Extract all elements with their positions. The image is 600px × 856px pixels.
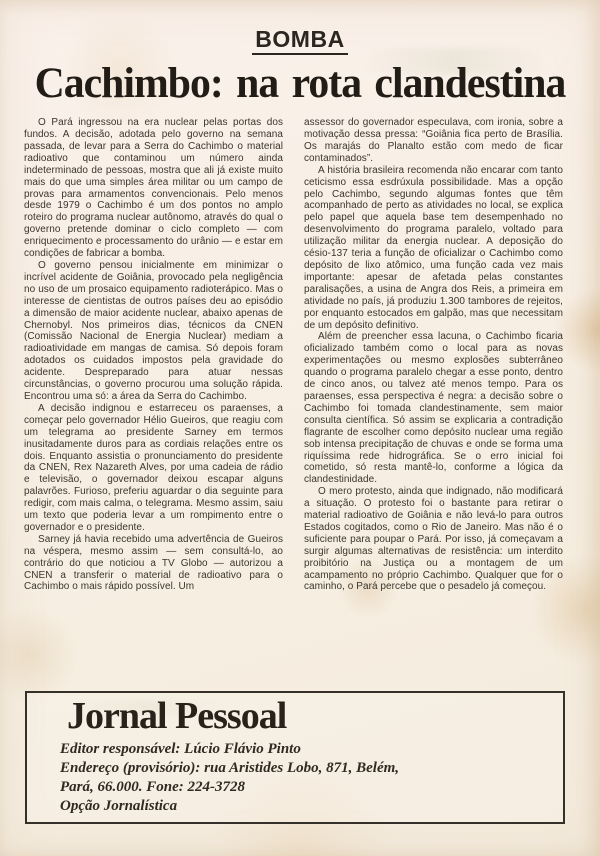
article-paragraph: O mero protesto, ainda que indignado, não modificará a situação. O protesto foi o bastante para retirar o material radioativo de Goiânia e não levá-lo para outros Estados cogitados, como o Rio de Janeiro. Mas não é o suficiente para poupar o Pará. Por isso, já começavam a surgir algumas alternativas de resistência: um interdito proibitório na Justiça ou a montagem de um acampamento no próprio Cachimbo. Qualquer que for o caminho, o Pará percebe que o pesadelo já começou. [304,486,563,593]
article-body [0,105,600,593]
kicker-container [0,0,600,55]
article-paragraph: Sarney já havia recebido uma advertência de Gueiros na véspera, mesmo assim — sem consultá-lo, ao contrário do que noticiou a TV Globo — autorizou a CNEN a transferir o material de radioativo para o Cachimbo o mais rápido possível. Um [24,533,283,593]
article-paragraph: Além de preencher essa lacuna, o Cachimbo ficaria oficializado também como o local para as novas experimentações ou mesmo explosões subterrâneo quando o programa paralelo chegar a esse ponto, dentro de cinco anos, ou talvez até menos tempo. Para os paraenses, essa perspectiva é negra: a decisão sobre o Cachimbo foi tomada clandestinamente, sem maior consulta científica. Só assim se explicaria a contradição flagrante de escolher como depósito nuclear uma região sob intensa precipitação de chuvas e onde se forma uma riquíssima rede hidrográfica. Se o erro inicial foi cometido, só resta mantê-lo, conforme a lógica da clandestinidade. [304,331,563,486]
left-column [24,117,283,593]
masthead-info [60,740,563,816]
masthead-box [25,691,565,824]
article-paragraph: O governo pensou inicialmente em minimizar o incrível acidente de Goiânia, provocado pela negligência no uso de um prosaico equipamento radioterápico. Mas o interesse de cientistas de outros países deu ao episódio a dimensão de maior acidente nuclear, abaixo apenas de Chernobyl. Nos primeiros dias, técnicos da CNEN (Comissão Nacional de Energia Nuclear) mediam a radioatividade em mangas de camisa. Só depois foram adotados os cuidados impostos pela gravidade do acidente. Despreparado para atuar nessas circunstâncias, o governo procurou uma solução rápida. Encontrou uma só: a área da Serra do Cachimbo. [24,260,283,402]
masthead-info-line: Opção Jornalística [60,797,178,814]
right-column [304,117,563,593]
masthead-info-line: Pará, 66.000. Fone: 224-3728 [60,778,245,795]
article-paragraph: A decisão indignou e estarreceu os paraenses, a começar pelo governador Hélio Gueiros, que reagiu com um telegrama ao presidente Sarney em termos inusitadamente duros para as cordiais relações entre os dois. Enquanto assistia o pronunciamento do presidente da CNEN, Rex Nazareth Alves, por uma cadeia de rádio e televisão, o governador deixou escapar alguns palavrões. Furioso, preferiu aguardar o dia seguinte para redigir, com mais calma, o telegrama. Mesmo assim, saiu um texto que poderia levar a um rompimento entre o governador e o presidente. [24,402,283,533]
article-paragraph: O Pará ingressou na era nuclear pelas portas dos fundos. A decisão, adotada pelo governo na semana passada, de levar para a Serra do Cachimbo o material radioativo que contaminou um número ainda indeterminado de pessoas, mostra que ali já existe muito mais do que uma simples área militar ou um campo de provas para armamentos convencionais. Pelo menos desde 1979 o Cachimbo é um dos pontos no amplo roteiro do programa nuclear autônomo, através do qual o governo pretende dominar o ciclo completo — com enriquecimento e processamento do urânio — e estar em condições de fabricar a bomba. [24,117,283,260]
section-kicker: BOMBA [252,27,347,55]
article-paragraph: assessor do governador especulava, com ironia, sobre a motivação dessa pressa: “Goiânia fica perto de Brasília. Os marajás do Planalto estão com medo de ficar contaminados”. [304,117,563,164]
article-paragraph: A história brasileira recomenda não encarar com tanto ceticismo essa esdrúxula possibilidade. Mas a opção pelo Cachimbo, segundo algumas fontes que têm acompanhado de perto as atividades no local, se explica pelo papel que aquela base tem desempenhado no desenvolvimento do programa paralelo, voltado para utilização militar da energia nuclear. A deposição do césio-137 teria a função de oficializar o Cachimbo como depósito de lixo atômico, uma função cada vez mais importante: apesar de afetada pelas constantes paralisações, a usina de Angra dos Reis, a primeira em atividade no país, já produziu 1.300 tambores de rejeitos, por enquanto estocados em galpão, mas que necessitam de um depósito definitivo. [304,164,563,331]
article-headline: Cachimbo: na rota clandestina [34,60,566,108]
masthead-info-line: Endereço (provisório): rua Aristides Lobo, 871, Belém, [60,759,400,776]
masthead-title: Jornal Pessoal [67,695,287,737]
masthead-info-line: Editor responsável: Lúcio Flávio Pinto [60,740,301,757]
